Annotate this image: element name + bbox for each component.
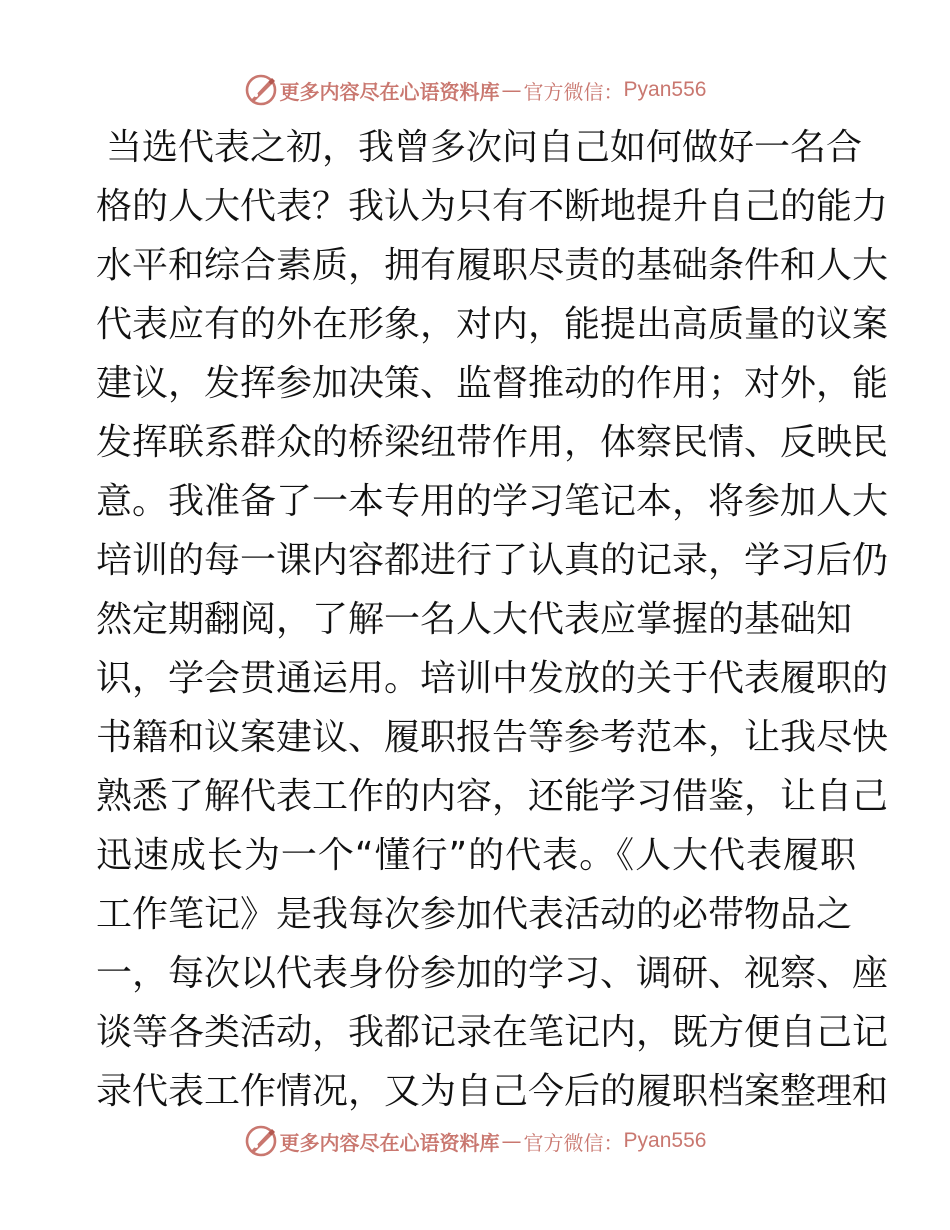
- body-line: 熟悉了解代表工作的内容，还能学习借鉴，让自己: [96, 776, 889, 817]
- header-watermark: [0, 70, 950, 110]
- footer-watermark: [0, 1121, 950, 1161]
- pen-circle-logo-icon: [244, 1124, 278, 1158]
- body-line: 格的人大代表？我认为只有不断地提升自己的能力: [96, 186, 889, 227]
- body-line: 发挥联系群众的桥梁纽带作用，体察民情、反映民: [96, 422, 889, 463]
- body-line: 意。我准备了一本专用的学习笔记本，将参加人大: [96, 481, 889, 522]
- body-line: 水平和综合素质，拥有履职尽责的基础条件和人大: [96, 245, 889, 286]
- body-line: 工作笔记》是我每次参加代表活动的必带物品之: [96, 894, 853, 935]
- body-line: 培训的每一课内容都进行了认真的记录，学习后仍: [96, 540, 889, 581]
- watermark-main-text: 更多内容尽在心语资料库: [279, 79, 500, 104]
- watermark-dash: —: [501, 78, 522, 102]
- watermark-wechat-id: Pyan556: [623, 1129, 707, 1152]
- watermark-official-label: 官方微信：: [523, 79, 624, 104]
- watermark-official-label: 官方微信：: [523, 1130, 624, 1155]
- watermark-dash: —: [501, 1129, 522, 1153]
- pen-circle-logo-icon: [244, 73, 278, 107]
- body-line: 识，学会贯通运用。培训中发放的关于代表履职的: [96, 658, 889, 699]
- body-line: 代表应有的外在形象，对内，能提出高质量的议案: [96, 304, 889, 345]
- body-line: 谈等各类活动，我都记录在笔记内，既方便自己记: [96, 1012, 889, 1053]
- body-line: 一，每次以代表身份参加的学习、调研、视察、座: [96, 953, 889, 994]
- body-line: 然定期翻阅，了解一名人大代表应掌握的基础知: [96, 599, 853, 640]
- body-line: 书籍和议案建议、履职报告等参考范本，让我尽快: [96, 717, 889, 758]
- watermark-wechat-id: Pyan556: [623, 78, 707, 101]
- document-body: [96, 118, 889, 1121]
- watermark-main-text: 更多内容尽在心语资料库: [279, 1130, 500, 1155]
- body-line: 当选代表之初，我曾多次问自己如何做好一名合: [106, 127, 863, 168]
- body-line: 迅速成长为一个“懂行”的代表。《人大代表履职: [96, 835, 856, 876]
- body-line: 建议，发挥参加决策、监督推动的作用；对外，能: [96, 363, 889, 404]
- body-line: 录代表工作情况，又为自己今后的履职档案整理和: [96, 1071, 889, 1112]
